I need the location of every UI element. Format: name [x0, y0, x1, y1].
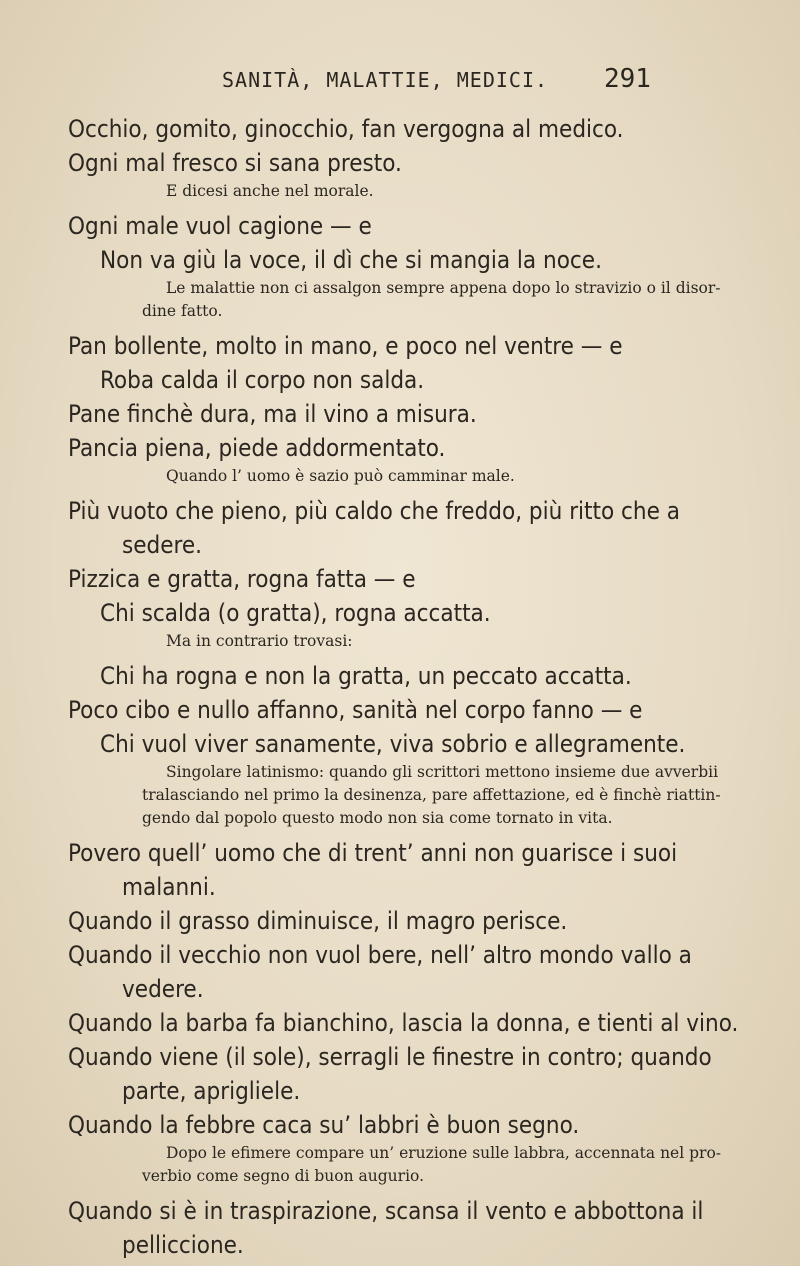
proverb-line: Occhio, gomito, ginocchio, fan vergogna al medico.	[68, 115, 624, 143]
commentary	[68, 630, 728, 653]
proverb-line: Quando il grasso diminuisce, il magro perisce.	[68, 907, 568, 935]
proverb-line	[68, 1194, 728, 1262]
commentary-line: gendo dal popolo questo modo non sia come tornato in vita.	[142, 809, 613, 827]
commentary	[68, 761, 728, 830]
commentary-line: Singolare latinismo: quando gli scrittori mettono insieme due avverbii	[166, 763, 719, 781]
proverb-line: Ogni male vuol cagione — e	[68, 212, 372, 240]
proverb-line-part: Quando il vecchio non vuol bere, nell’ altro mondo vallo a	[68, 941, 692, 969]
commentary-line: tralasciando nel primo la desinenza, pare affettazione, ed è finchè riattin-	[142, 786, 721, 804]
proverb-line-part: pelliccione.	[122, 1231, 244, 1259]
proverb-line: Poco cibo e nullo affanno, sanità nel corpo fanno — e	[68, 696, 643, 724]
commentary	[68, 180, 728, 203]
proverb-line	[68, 1040, 728, 1108]
proverb-line-part: vedere.	[122, 975, 204, 1003]
commentary-line: verbio come segno di buon augurio.	[142, 1167, 425, 1185]
page-number: 291	[604, 64, 651, 94]
commentary-line: dine fatto.	[142, 302, 223, 320]
proverb-line	[68, 836, 728, 904]
commentary	[68, 465, 728, 488]
proverb-line-part: malanni.	[122, 873, 216, 901]
proverb-line: Pancia piena, piede addormentato.	[68, 434, 446, 462]
commentary	[68, 277, 728, 323]
commentary-line: Dopo le efimere compare un’ eruzione sulle labbra, accennata nel pro-	[166, 1144, 722, 1162]
proverb-line	[68, 494, 728, 562]
commentary-line: Quando l’ uomo è sazio può camminar male.	[166, 467, 515, 485]
proverb-line-part: parte, aprigliele.	[122, 1077, 301, 1105]
proverb-text	[68, 112, 739, 1262]
proverb-line: Roba calda il corpo non salda.	[100, 366, 425, 394]
proverb-line	[68, 938, 728, 1006]
proverb-line: Ogni mal fresco si sana presto.	[68, 149, 402, 177]
proverb-line: Quando la barba fa bianchino, lascia la donna, e tienti al vino.	[68, 1009, 739, 1037]
page-header	[0, 64, 800, 108]
commentary-line: Le malattie non ci assalgon sempre appena dopo lo stravizio o il disor-	[166, 279, 721, 297]
proverb-line: Chi ha rogna e non la gratta, un peccato accatta.	[100, 662, 632, 690]
proverb-line-part: Più vuoto che pieno, più caldo che freddo, più ritto che a	[68, 497, 680, 525]
proverb-line: Pizzica e gratta, rogna fatta — e	[68, 565, 416, 593]
commentary-line: E dicesi anche nel morale.	[166, 182, 374, 200]
proverb-line: Chi scalda (o gratta), rogna accatta.	[100, 599, 491, 627]
proverb-line: Non va giù la voce, il dì che si mangia la noce.	[100, 246, 602, 274]
commentary	[68, 1142, 728, 1188]
commentary-line: Ma in contrario trovasi:	[166, 632, 353, 650]
running-head: SANITÀ, MALATTIE, MEDICI.	[222, 68, 549, 92]
proverb-line-part: sedere.	[122, 531, 203, 559]
proverb-line-part: Quando si è in traspirazione, scansa il vento e abbottona il	[68, 1197, 704, 1225]
proverb-line: Pane finchè dura, ma il vino a misura.	[68, 400, 477, 428]
proverb-line: Chi vuol viver sanamente, viva sobrio e allegramente.	[100, 730, 686, 758]
proverb-line-part: Povero quell’ uomo che di trent’ anni non guarisce i suoi	[68, 839, 678, 867]
proverb-line-part: Quando viene (il sole), serragli le finestre in contro; quando	[68, 1043, 712, 1071]
proverb-line: Quando la febbre caca su’ labbri è buon segno.	[68, 1111, 580, 1139]
proverb-line: Pan bollente, molto in mano, e poco nel ventre — e	[68, 332, 623, 360]
